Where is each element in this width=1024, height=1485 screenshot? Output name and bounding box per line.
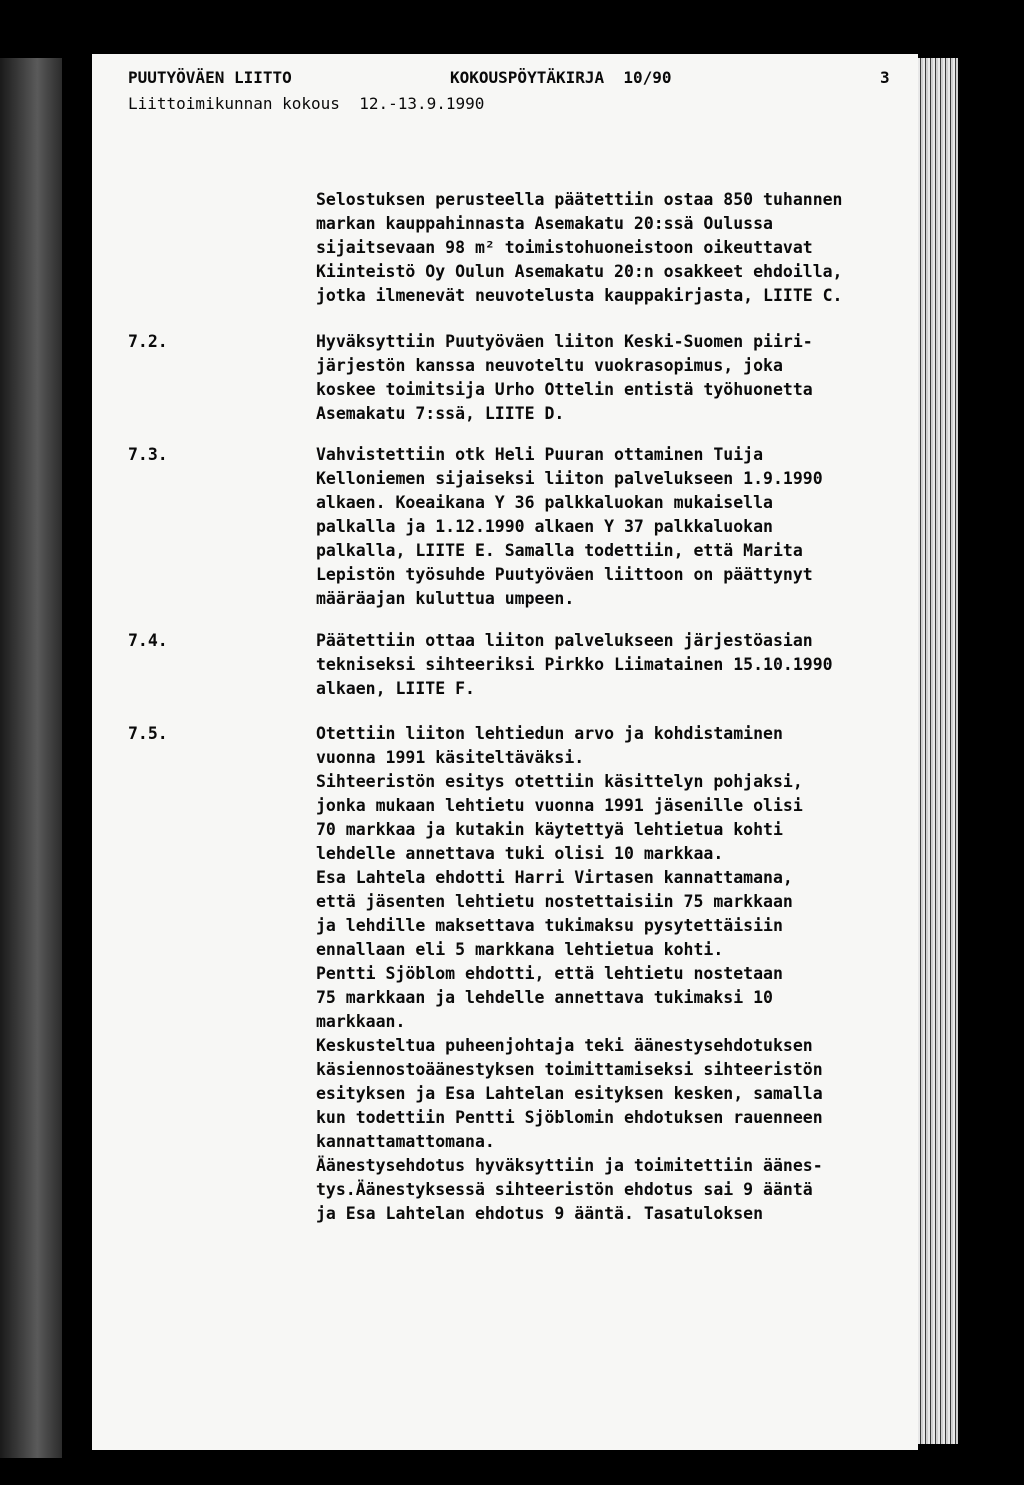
page-stack-edge [918,58,958,1444]
paragraph-line: koskee toimitsija Urho Ottelin entistä työhuonetta [316,380,813,399]
paragraph-line: Vahvistettiin otk Heli Puuran ottaminen Tuija [316,445,764,464]
paragraph-line: määräajan kuluttua umpeen. [316,589,575,608]
paragraph-line: käsiennostoäänestyksen toimittamiseksi sihteeristön [316,1060,823,1079]
paragraph-line: Lepistön työsuhde Puutyöväen liittoon on päättynyt [316,565,813,584]
paragraph-line: Asemakatu 7:ssä, LIITE D. [316,404,565,423]
section-paragraph [316,443,916,611]
paragraph-line: alkaen. Koeaikana Y 36 palkkaluokan mukaisella [316,493,773,512]
paragraph-line: tys.Äänestyksessä sihteeristön ehdotus sai 9 ääntä [316,1180,813,1199]
paragraph-line: Sihteeristön esitys otettiin käsittelyn pohjaksi, [316,772,803,791]
previous-page-edge [0,58,62,1458]
paragraph-line: palkalla, LIITE E. Samalla todettiin, että Marita [316,541,803,560]
paragraph-line: Kelloniemen sijaiseksi liiton palvelukseen 1.9.1990 [316,469,823,488]
header-page-number: 3 [880,68,890,87]
paragraph-line: kannattamattomana. [316,1132,495,1151]
section-paragraph [316,330,916,426]
section-number: 7.3. [128,445,168,464]
section-number: 7.2. [128,332,168,351]
paragraph-line: 75 markkaan ja lehdelle annettava tukimaksi 10 [316,988,773,1007]
paragraph-line: että jäsenten lehtietu nostettaisiin 75 markkaan [316,892,793,911]
section-paragraph [316,722,916,1226]
header-doc-title: KOKOUSPÖYTÄKIRJA 10/90 [450,68,672,87]
paragraph-line: jonka mukaan lehtietu vuonna 1991 jäsenille olisi [316,796,803,815]
paragraph-line: alkaen, LIITE F. [316,679,475,698]
section-number: 7.4. [128,631,168,650]
paragraph-line: kun todettiin Pentti Sjöblomin ehdotuksen rauenneen [316,1108,823,1127]
paragraph-line: Keskusteltua puheenjohtaja teki äänestysehdotuksen [316,1036,813,1055]
header-meeting: Liittoimikunnan kokous 12.-13.9.1990 [128,94,485,113]
paragraph-line: jotka ilmenevät neuvotelusta kauppakirjasta, LIITE C. [316,286,843,305]
section-paragraph [316,629,916,701]
header-org: PUUTYÖVÄEN LIITTO [128,68,292,87]
paragraph-line: ennallaan eli 5 markkana lehtietua kohti. [316,940,724,959]
section-paragraph [316,188,916,308]
paragraph-line: Pentti Sjöblom ehdotti, että lehtietu nostetaan [316,964,783,983]
paragraph-line: tekniseksi sihteeriksi Pirkko Liimatainen 15.10.1990 [316,655,833,674]
paragraph-line: Esa Lahtela ehdotti Harri Virtasen kannattamana, [316,868,793,887]
paragraph-line: esityksen ja Esa Lahtelan esityksen kesken, samalla [316,1084,823,1103]
paragraph-line: Kiinteistö Oy Oulun Asemakatu 20:n osakkeet ehdoilla, [316,262,843,281]
paragraph-line: vuonna 1991 käsiteltäväksi. [316,748,585,767]
paragraph-line: Äänestysehdotus hyväksyttiin ja toimitettiin äänes- [316,1156,823,1175]
paragraph-line: järjestön kanssa neuvoteltu vuokrasopimus, joka [316,356,783,375]
paragraph-line: lehdelle annettava tuki olisi 10 markkaa. [316,844,724,863]
paragraph-line: sijaitsevaan 98 m² toimistohuoneistoon oikeuttavat [316,238,813,257]
paragraph-line: Hyväksyttiin Puutyöväen liiton Keski-Suomen piiri- [316,332,813,351]
paragraph-line: ja Esa Lahtelan ehdotus 9 ääntä. Tasatuloksen [316,1204,764,1223]
paragraph-line: 70 markkaa ja kutakin käytettyä lehtietua kohti [316,820,783,839]
paragraph-line: Päätettiin ottaa liiton palvelukseen järjestöasian [316,631,813,650]
paragraph-line: markkaan. [316,1012,406,1031]
section-number: 7.5. [128,724,168,743]
paragraph-line: palkalla ja 1.12.1990 alkaen Y 37 palkkaluokan [316,517,773,536]
paragraph-line: Selostuksen perusteella päätettiin ostaa 850 tuhannen [316,190,843,209]
paragraph-line: Otettiin liiton lehtiedun arvo ja kohdistaminen [316,724,783,743]
paragraph-line: markan kauppahinnasta Asemakatu 20:ssä Oulussa [316,214,773,233]
paragraph-line: ja lehdille maksettava tukimaksu pysytettäisiin [316,916,783,935]
